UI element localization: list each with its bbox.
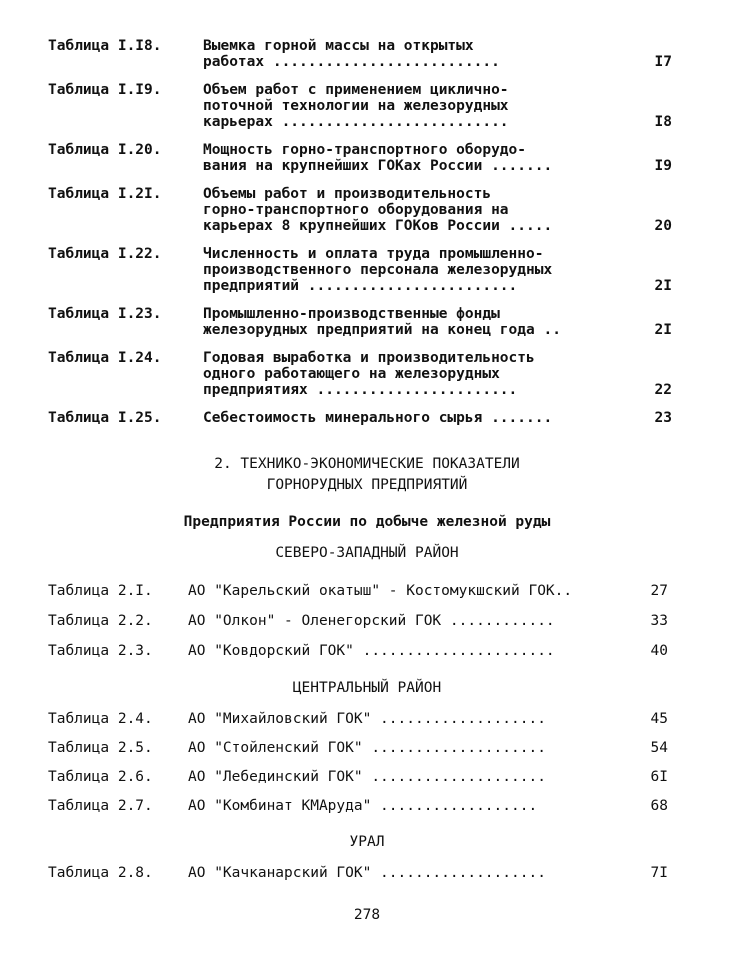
entry-title-line: Выемка горной массы на открытых (203, 38, 474, 54)
page-ref: 45 (650, 711, 668, 727)
page-ref: 2I (654, 278, 672, 294)
entry-title-line: производственного персонала железорудных (203, 262, 553, 278)
page-ref: 40 (650, 643, 668, 659)
table-label: Таблица I.I8. (48, 38, 162, 54)
page-ref: 20 (654, 218, 672, 234)
entry-title-line: Объемы работ и производительность (203, 186, 492, 202)
entry-title-line: Годовая выработка и производительность (203, 350, 535, 366)
toc-row (48, 769, 678, 787)
page-number: 278 (353, 907, 381, 923)
toc-row (48, 613, 678, 631)
entry-title-line: вания на крупнейших ГОКах России ....... (203, 158, 553, 174)
entry-title-line: Численность и оплата труда промышленно- (203, 246, 544, 262)
table-label: Таблица 2.8. (48, 865, 153, 881)
table-label: Таблица I.24. (48, 350, 162, 366)
table-label: Таблица 2.2. (48, 613, 153, 629)
region-heading: СЕВЕРО-ЗАПАДНЫЙ РАЙОН (275, 545, 459, 561)
entry-title-line: железорудных предприятий на конец года .. (203, 322, 561, 338)
entry-title: АО "Комбинат КМАруда" .................. (188, 798, 538, 814)
entry-title: АО "Лебединский ГОК" .................... (188, 769, 546, 785)
table-label: Таблица 2.I. (48, 583, 153, 599)
table-label: Таблица I.2I. (48, 186, 162, 202)
toc-row (48, 643, 678, 661)
section-subtitle: Предприятия России по добыче железной руды (183, 514, 551, 530)
table-label: Таблица 2.5. (48, 740, 153, 756)
entry-title: АО "Стойленский ГОК" .................... (188, 740, 546, 756)
page-ref: 2I (654, 322, 672, 338)
section-title: 2. ТЕХНИКО-ЭКОНОМИЧЕСКИЕ ПОКАЗАТЕЛИ (214, 456, 520, 472)
table-label: Таблица I.22. (48, 246, 162, 262)
page-ref: 22 (654, 382, 672, 398)
table-label: Таблица I.25. (48, 410, 162, 426)
entry-title-line: Объем работ с применением циклично- (203, 82, 509, 98)
entry-title: АО "Качканарский ГОК" ................... (188, 865, 546, 881)
table-label: Таблица 2.3. (48, 643, 153, 659)
page-ref: 23 (654, 410, 672, 426)
table-label: Таблица I.I9. (48, 82, 162, 98)
entry-title: АО "Ковдорский ГОК" ...................... (188, 643, 555, 659)
page-ref: 6I (650, 769, 668, 785)
entry-title-line: Мощность горно-транспортного оборудо- (203, 142, 527, 158)
entry-title: АО "Карельский окатыш" - Костомукшский ГОК.. (188, 583, 573, 599)
toc-row (48, 865, 678, 883)
page-ref: 54 (650, 740, 668, 756)
page-ref: I7 (654, 54, 672, 70)
entry-title-line: карьерах 8 крупнейших ГОКов России ..... (203, 218, 553, 234)
entry-title-line: предприятий ........................ (203, 278, 518, 294)
entry-title-line: поточной технологии на железорудных (203, 98, 509, 114)
entry-title-line: Промышленно-производственные фонды (203, 306, 500, 322)
table-label: Таблица 2.6. (48, 769, 153, 785)
entry-title-line: предприятиях ....................... (203, 382, 518, 398)
table-label: Таблица 2.7. (48, 798, 153, 814)
region-heading: ЦЕНТРАЛЬНЫЙ РАЙОН (292, 680, 442, 696)
toc-row (48, 711, 678, 729)
entry-title-line: карьерах .......................... (203, 114, 509, 130)
entry-title-line: горно-транспортного оборудования на (203, 202, 509, 218)
page-ref: 68 (650, 798, 668, 814)
region-heading: УРАЛ (349, 834, 385, 850)
table-label: Таблица 2.4. (48, 711, 153, 727)
table-label: Таблица I.20. (48, 142, 162, 158)
page-ref: I8 (654, 114, 672, 130)
toc-row (48, 740, 678, 758)
entry-title: АО "Михайловский ГОК" ................... (188, 711, 546, 727)
page-ref: I9 (654, 158, 672, 174)
page-ref: 7I (650, 865, 668, 881)
table-label: Таблица I.23. (48, 306, 162, 322)
toc-row (48, 798, 678, 816)
entry-title-line: Себестоимость минерального сырья ....... (203, 410, 553, 426)
page-ref: 27 (650, 583, 668, 599)
entry-title: АО "Олкон" - Оленегорский ГОК ............ (188, 613, 555, 629)
toc-row (48, 583, 678, 601)
section-title: ГОРНОРУДНЫХ ПРЕДПРИЯТИЙ (266, 477, 468, 493)
entry-title-line: работах .......................... (203, 54, 500, 70)
entry-title-line: одного работающего на железорудных (203, 366, 500, 382)
page-ref: 33 (650, 613, 668, 629)
